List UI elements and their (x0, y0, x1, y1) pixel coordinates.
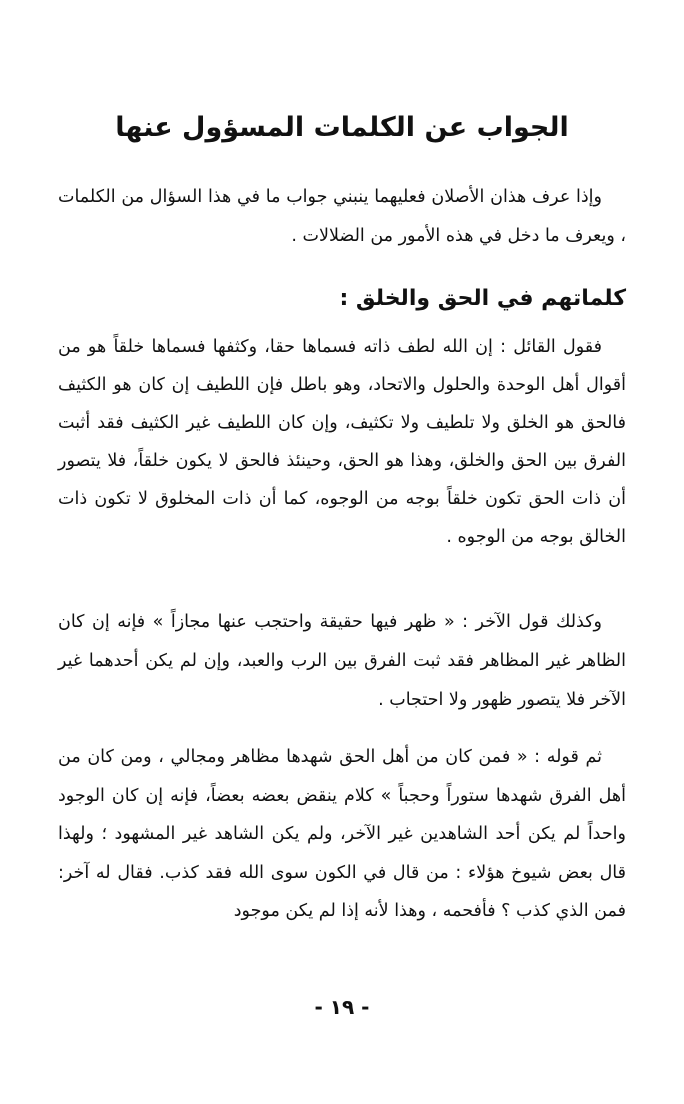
paragraph-2-block (58, 603, 626, 720)
paragraph-2: وكذلك قول الآخر : « ظهر فيها حقيقة واحتجب عنها مجازاً » فإنه إن كان الظاهر غير المظاهر فقد ثبت الفرق بين الرب والعبد، وإن لم يكن أحدهما غير الآخر فلا يتصور ظهور ولا احتجاب . (58, 612, 626, 710)
paragraph-3-block (58, 738, 626, 931)
intro-block (58, 178, 626, 256)
page-title: الجواب عن الكلمات المسؤول عنها (115, 112, 569, 143)
paragraph-1: فقول القائل : إن الله لطف ذاته فسماها حقا، وكثفها فسماها خلقاً هو من أقوال أهل الوحدة والحلول والاتحاد، وهو باطل فإن اللطيف إن كان هو الكثيف فالحق هو الخلق ولا تلطيف ولا تكثيف، وإن كان اللطيف غير الكثيف فقد أثبت الفرق بين الحق والخلق، وهذا هو الحق، وحينئذ فالحق لا يكون خلقاً، فلا يتصور أن ذات الحق تكون خلقاً بوجه من الوجوه، كما أن ذات المخلوق لا تكون ذات الخالق بوجه من الوجوه . (58, 337, 626, 547)
paragraph-1-block (58, 328, 626, 556)
section-heading: كلماتهم في الحق والخلق : (339, 286, 626, 311)
intro-paragraph: وإذا عرف هذان الأصلان فعليهما ينبني جواب ما في هذا السؤال من الكلمات ، ويعرف ما دخل في هذه الأمور من الضلالات . (58, 187, 626, 246)
page-number: - ١٩ - (314, 995, 370, 1019)
paragraph-3: ثم قوله : « فمن كان من أهل الحق شهدها مظاهر ومجالي ، ومن كان من أهل الفرق شهدها ستوراً وحجباً » كلام ينقض بعضه بعضاً، فإنه إن كان الوجود واحداً لم يكن أحد الشاهدين غير الآخر، ولم يكن الشاهد غير المشهود ؛ ولهذا قال بعض شيوخ هؤلاء : من قال في الكون سوى الله فقد كذب. فقال له آخر: فمن الذي كذب ؟ فأفحمه ، وهذا لأنه إذا لم يكن موجود (58, 747, 626, 921)
